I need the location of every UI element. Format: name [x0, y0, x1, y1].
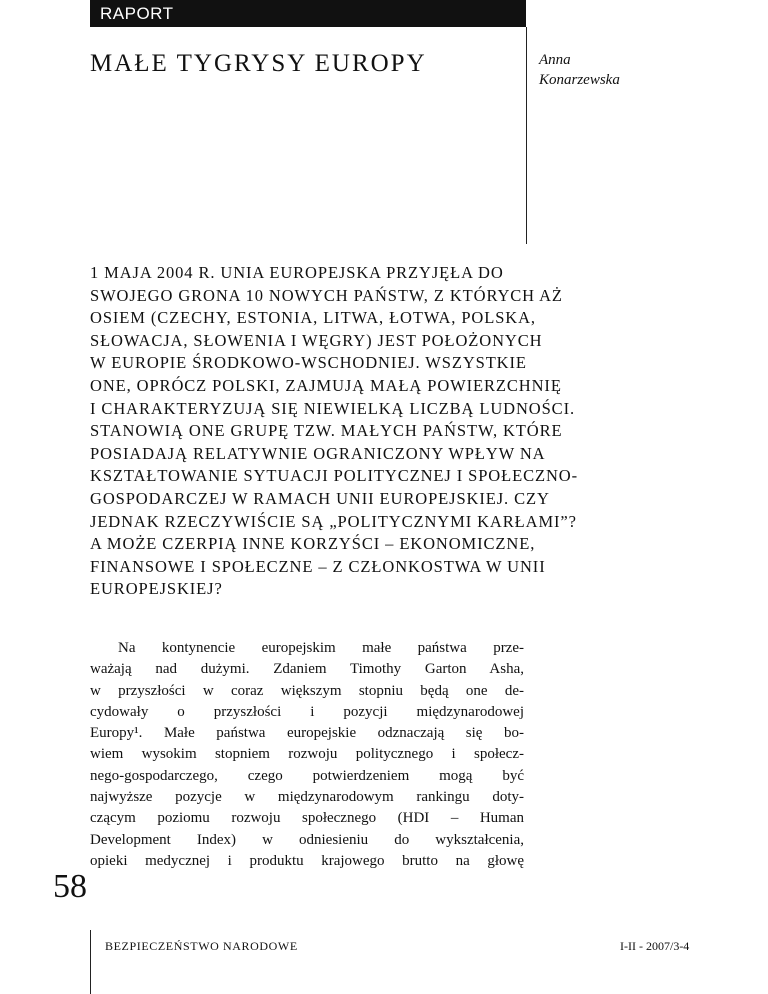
section-label: RAPORT — [90, 0, 526, 27]
lead-line: GOSPODARCZEJ W RAMACH UNII EUROPEJSKIEJ. CZY — [90, 488, 550, 508]
lead-line: JEDNAK RZECZYWIŚCIE SĄ „POLITYCZNYMI KARŁAMI”? — [90, 511, 577, 531]
body-line: czącym poziomu rozwoju społecznego (HDI – Human — [90, 810, 524, 827]
issue-number: I-II - 2007/3-4 — [620, 939, 690, 953]
body-line: najwyższe pozycje w międzynarodowym rankingu doty- — [90, 789, 524, 806]
lead-line: OSIEM (CZECHY, ESTONIA, LITWA, ŁOTWA, POLSKA, — [90, 308, 536, 328]
body-line: opieki medycznej i produktu krajowego brutto na głowę — [90, 852, 524, 869]
body-line: Europy¹. Małe państwa europejskie odznaczają się bo- — [90, 725, 524, 742]
lead-line: I CHARAKTERYZUJĄ SIĘ NIEWIELKĄ LICZBĄ LUDNOŚCI. — [90, 398, 576, 418]
article-title: MAŁE TYGRYSY EUROPY — [90, 50, 427, 77]
lead-line: W EUROPIE ŚRODKOWO-WSCHODNIEJ. WSZYSTKIE — [90, 353, 527, 373]
body-line: Na kontynencie europejskim małe państwa prze- — [118, 640, 524, 656]
lead-line: ONE, OPRÓCZ POLSKI, ZAJMUJĄ MAŁĄ POWIERZCHNIĘ — [90, 375, 562, 395]
lead-line: FINANSOWE I SPOŁECZNE – Z CZŁONKOSTWA W UNII — [90, 556, 546, 576]
lead-line: A MOŻE CZERPIĄ INNE KORZYŚCI – EKONOMICZNE, — [90, 534, 536, 554]
author-last-name: Konarzewska — [539, 72, 620, 88]
lead-line: EUROPEJSKIEJ? — [90, 579, 223, 599]
footer-divider — [90, 930, 91, 994]
lead-line: POSIADAJĄ RELATYWNIE OGRANICZONY WPŁYW NA — [90, 443, 546, 463]
lead-line: 1 MAJA 2004 R. UNIA EUROPEJSKA PRZYJĘŁA DO — [90, 263, 504, 282]
body-paragraph — [90, 638, 524, 872]
divider-line — [526, 27, 527, 244]
body-line: Development Index) w odniesieniu do wykształcenia, — [90, 831, 524, 848]
body-line: ważają nad dużymi. Zdaniem Timothy Garton Asha, — [90, 661, 524, 678]
journal-name: BEZPIECZEŃSTWO NARODOWE — [105, 939, 298, 953]
lead-line: SŁOWACJA, SŁOWENIA I WĘGRY) JEST POŁOŻONYCH — [90, 330, 543, 350]
page-number: 58 — [53, 868, 87, 905]
author-name — [539, 50, 739, 90]
body-line: wiem wysokim stopniem rozwoju politycznego i społecz- — [90, 746, 524, 763]
body-line: w przyszłości w coraz większym stopniu będą one de- — [90, 682, 524, 699]
lead-paragraph — [90, 262, 670, 601]
body-line: cydowały o przyszłości i pozycji międzynarodowej — [90, 703, 524, 720]
author-first-name: Anna — [539, 52, 571, 68]
body-line: nego-gospodarczego, czego potwierdzeniem mogą być — [90, 767, 524, 784]
lead-line: STANOWIĄ ONE GRUPĘ TZW. MAŁYCH PAŃSTW, KTÓRE — [90, 421, 563, 441]
lead-line: SWOJEGO GRONA 10 NOWYCH PAŃSTW, Z KTÓRYCH AŻ — [90, 285, 563, 305]
lead-line: KSZTAŁTOWANIE SYTUACJI POLITYCZNEJ I SPOŁECZNO- — [90, 466, 578, 486]
